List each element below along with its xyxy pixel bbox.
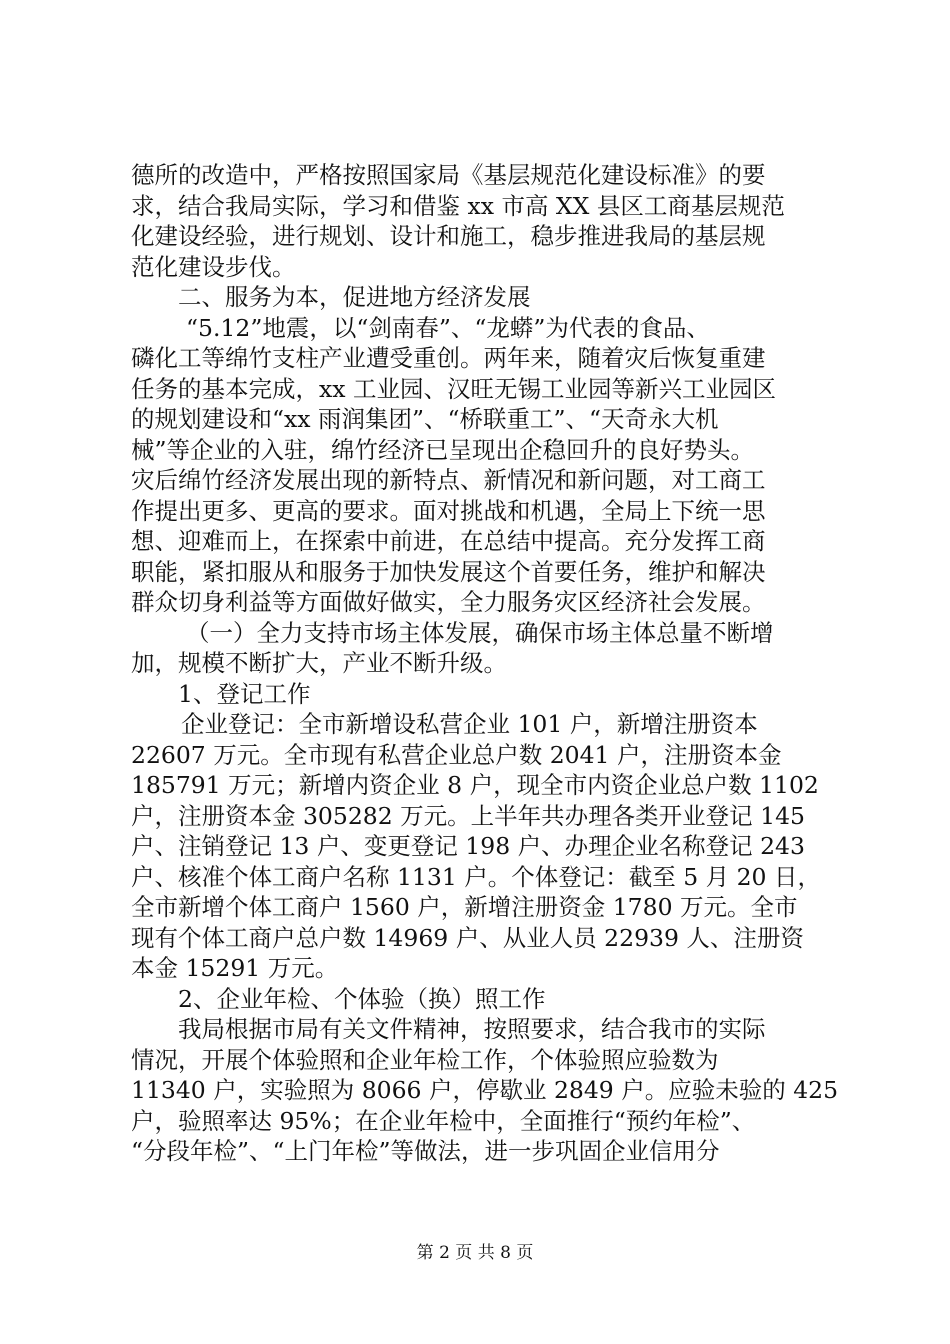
- text-line: 二、服务为本，促进地方经济发展: [178, 283, 531, 311]
- text-line: （一）全力支持市场主体发展，确保市场主体总量不断增: [186, 618, 774, 647]
- page-footer: [0, 1242, 950, 1264]
- text-line: 磷化工等绵竹支柱产业遭受重创。两年来，随着灾后恢复重建: [131, 344, 766, 372]
- document-body: [131, 160, 839, 1167]
- text-line: 职能，紧扣服从和服务于加快发展这个首要任务，维护和解决: [131, 557, 766, 586]
- text-line: 加，规模不断扩大，产业不断升级。: [131, 649, 507, 677]
- text-line: 求，结合我局实际，学习和借鉴 xx 市高 XX 县区工商基层规范: [131, 191, 785, 220]
- text-line: 本金 15291 万元。: [131, 954, 339, 982]
- text-line: 全市新增个体工商户 1560 户，新增注册资金 1780 万元。全市: [131, 893, 798, 921]
- text-line: 户，验照率达 95%；在企业年检中，全面推行“预约年检”、: [131, 1106, 756, 1135]
- text-line: 户、注销登记 13 户、变更登记 198 户、办理企业名称登记 243: [131, 832, 805, 860]
- page-number-label: 第 2 页 共 8 页: [416, 1243, 534, 1263]
- text-line: 任务的基本完成，xx 工业园、汉旺无锡工业园等新兴工业园区: [131, 374, 776, 403]
- text-line: 化建设经验，进行规划、设计和施工，稳步推进我局的基层规: [131, 222, 766, 250]
- text-line: 1、登记工作: [178, 679, 311, 708]
- text-line: 11340 户，实验照为 8066 户，停歇业 2849 户。应验未验的 425: [131, 1076, 839, 1104]
- text-line: 作提出更多、更高的要求。面对挑战和机遇，全局上下统一思: [131, 496, 766, 525]
- text-line: “5.12”地震，以“剑南春”、“龙蟒”为代表的食品、: [186, 313, 710, 342]
- text-line: 户，注册资本金 305282 万元。上半年共办理各类开业登记 145: [131, 801, 805, 830]
- text-line: 的规划建设和“xx 雨润集团”、“桥联重工”、“天奇永大机: [131, 405, 719, 433]
- text-line: 群众切身利益等方面做好做实，全力服务灾区经济社会发展。: [131, 588, 766, 616]
- text-line: 企业登记：全市新增设私营企业 101 户，新增注册资本: [181, 710, 758, 738]
- text-line: 现有个体工商户总户数 14969 户、从业人员 22939 人、注册资: [131, 923, 804, 952]
- text-line: “分段年检”、“上门年检”等做法，进一步巩固企业信用分: [131, 1137, 720, 1165]
- text-line: 情况，开展个体验照和企业年检工作，个体验照应验数为: [131, 1045, 719, 1074]
- text-line: 2、企业年检、个体验（换）照工作: [178, 984, 546, 1013]
- text-line: 185791 万元；新增内资企业 8 户，现全市内资企业总户数 1102: [131, 771, 819, 799]
- text-line: 灾后绵竹经济发展出现的新特点、新情况和新问题，对工商工: [131, 466, 766, 494]
- text-line: 22607 万元。全市现有私营企业总户数 2041 户，注册资本金: [131, 740, 782, 769]
- text-line: 想、迎难而上，在探索中前进，在总结中提高。充分发挥工商: [131, 527, 766, 555]
- text-line: 械”等企业的入驻，绵竹经济已呈现出企稳回升的良好势头。: [131, 435, 755, 464]
- text-line: 户、核准个体工商户名称 1131 户。个体登记：截至 5 月 20 日，: [131, 862, 821, 891]
- text-line: 我局根据市局有关文件精神，按照要求，结合我市的实际: [178, 1015, 766, 1043]
- text-line: 德所的改造中，严格按照国家局《基层规范化建设标准》的要: [131, 161, 766, 189]
- text-line: 范化建设步伐。: [131, 252, 296, 281]
